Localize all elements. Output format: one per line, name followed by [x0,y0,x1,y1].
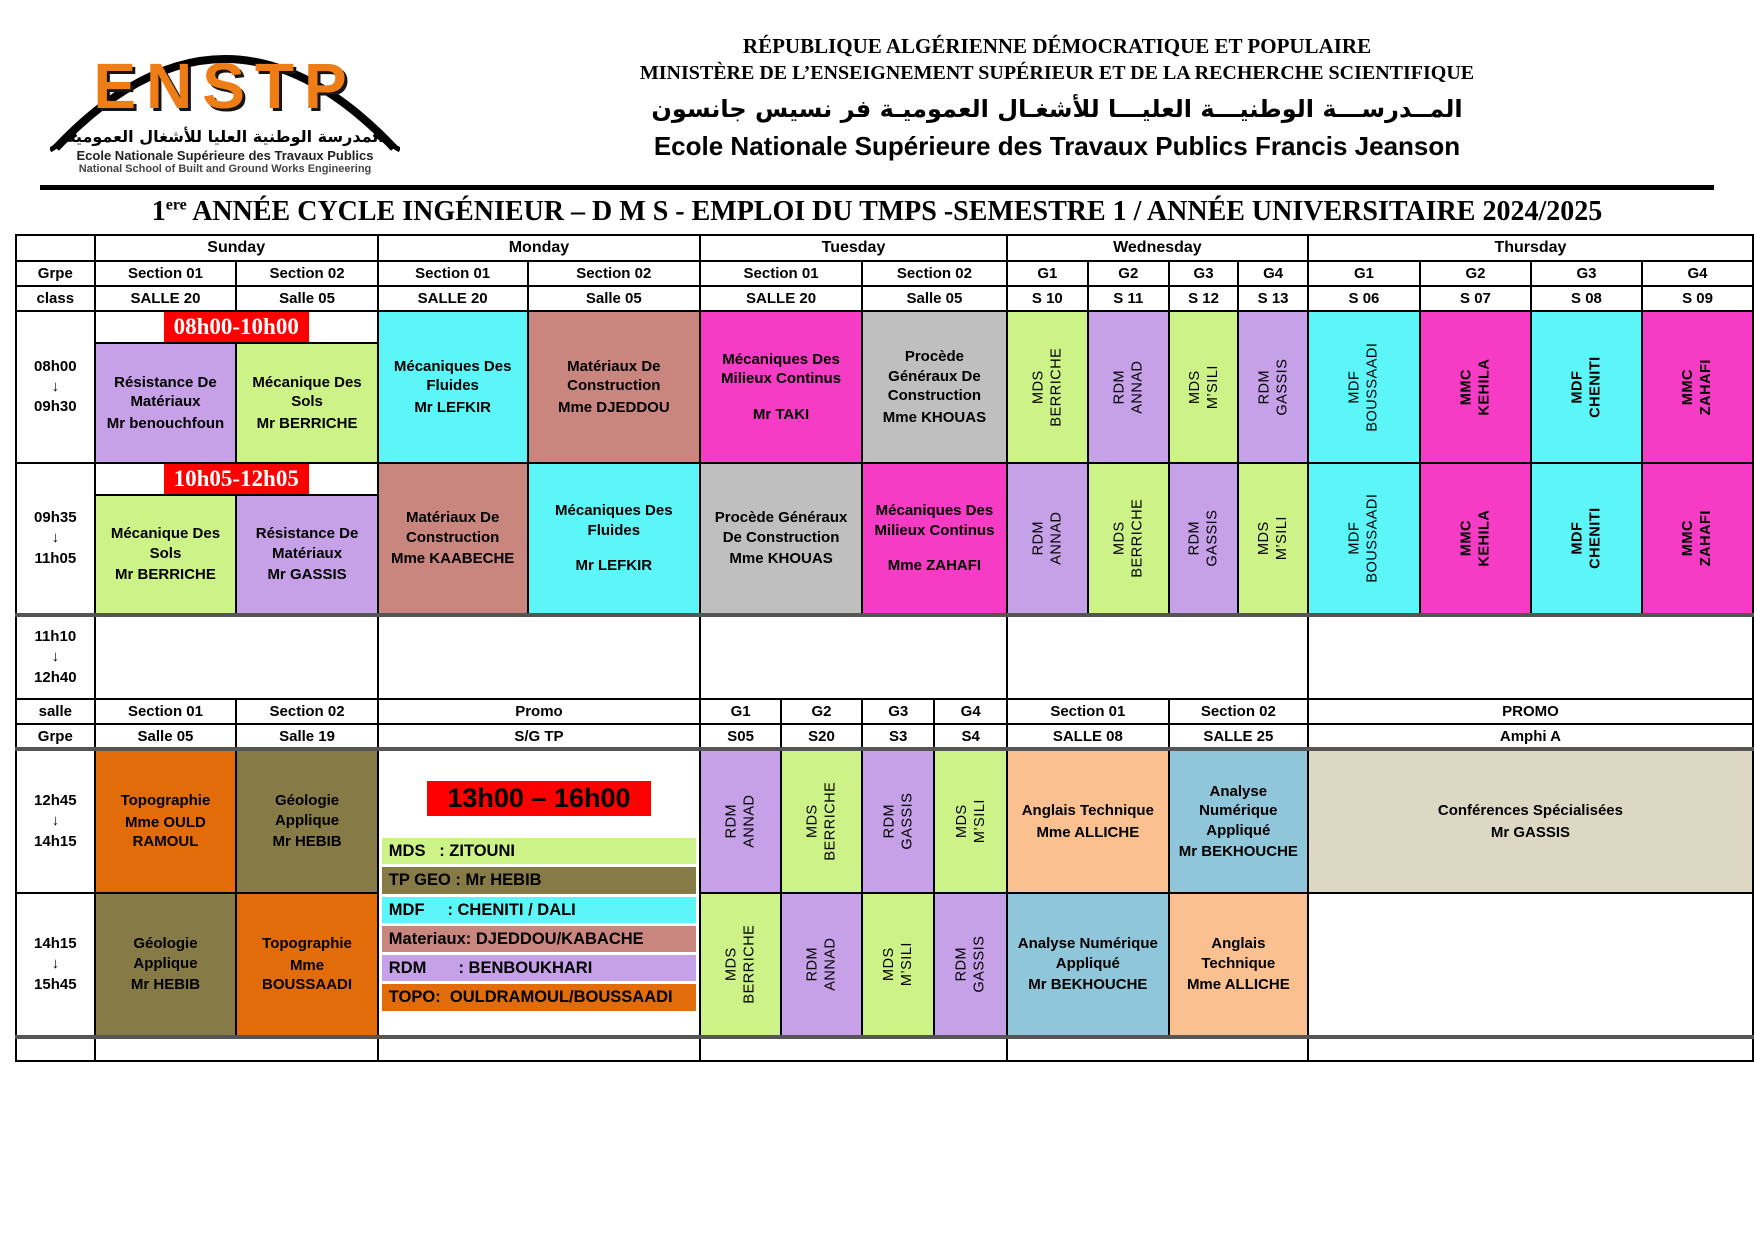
room-header: S05 [700,724,781,749]
group-header: Section 01 [1007,699,1169,724]
group-header: G4 [934,699,1006,724]
course-cell-thu-slot4: Conférences Spécialisées Mr GASSIS [1308,749,1753,893]
room-header: SALLE 20 [378,286,528,311]
empty-footer-cell [1007,1037,1308,1061]
room-header: SALLE 08 [1007,724,1169,749]
ministry-header [410,22,1734,175]
group-header: Section 02 [1169,699,1308,724]
course-cell-wed2-slot4: Analyse Numérique Appliqué Mr BEKHOUCHE [1169,749,1308,893]
republic-line: RÉPUBLIQUE ALGÉRIENNE DÉMOCRATIQUE ET POPULAIRE [742,34,1372,58]
course-cell-wed1-slot5: Analyse Numérique Appliqué Mr BEKHOUCHE [1007,893,1169,1037]
row-label-grpe: Grpe [16,261,95,286]
empty-footer-cell [1308,1037,1753,1061]
room-header: S 13 [1238,286,1308,311]
time-slot-1: 08h00 ↓ 09h30 [16,311,95,463]
course-cell-thu-g4-slot1: MMC ZAHAFI [1642,311,1753,463]
group-header: Promo [378,699,700,724]
course-cell-wed-g2-slot1: RDM ANNAD [1088,311,1169,463]
group-header: Section 02 [236,699,377,724]
time-banner: 10h05-12h05 [164,464,309,494]
empty-footer-cell [95,1037,378,1061]
down-arrow-icon: ↓ [51,648,60,666]
sunday-time-banner-cell [95,311,378,343]
course-cell-thu-g2-slot2: MMC KEHILA [1420,463,1531,615]
header-divider [40,185,1714,190]
group-header: PROMO [1308,699,1753,724]
course-cell-tue-g2-slot4: MDS BERRICHE [781,749,862,893]
room-header: Salle 05 [236,286,377,311]
course-cell-thu-g3-slot1: MDF CHENITI [1531,311,1642,463]
room-header: S 12 [1169,286,1239,311]
promo-tp-cell [378,749,700,1037]
course-cell-thu-g3-slot2: MDF CHENITI [1531,463,1642,615]
empty-cell-wednesday [1007,615,1308,699]
course-cell-tue-g3-slot4: RDM GASSIS [862,749,934,893]
time-banner: 08h00-10h00 [164,312,309,342]
course-cell-mon1-slot2: Matériaux De Construction Mme KAABECHE [378,463,528,615]
legend-band-materiaux: Materiaux: DJEDDOU/KABACHE [382,926,696,952]
time-slot-5: 14h15 ↓ 15h45 [16,893,95,1037]
course-cell-thu-g4-slot2: MMC ZAHAFI [1642,463,1753,615]
course-cell-sun1-slot5: Géologie Applique Mr HEBIB [95,893,237,1037]
title-number: 1 [151,196,166,227]
empty-cell-thu-slot5 [1308,893,1753,1037]
room-header: Amphi A [1308,724,1753,749]
course-cell-tue-g2-slot5: RDM ANNAD [781,893,862,1037]
tp-legend [381,838,697,1011]
time-slot-4: 12h45 ↓ 14h15 [16,749,95,893]
course-cell-tue-g4-slot4: MDS M’SILI [934,749,1006,893]
course-cell-tue-g1-slot5: MDS BERRICHE [700,893,781,1037]
course-cell-sun1-slot2: Mécanique Des Sols Mr BERRICHE [95,495,237,615]
group-header: G4 [1642,261,1753,286]
time-slot-3: 11h10 ↓ 12h40 [16,615,95,699]
school-name-french: Ecole Nationale Supérieure des Travaux Publics Francis Jeanson [653,131,1461,161]
row-label-class: class [16,286,95,311]
room-header: S 10 [1007,286,1088,311]
course-cell-sun2-slot4: Géologie Applique Mr HEBIB [236,749,377,893]
group-header: G4 [1238,261,1308,286]
day-header-monday: Monday [378,235,700,261]
group-header: Section 02 [862,261,1007,286]
course-cell-tue-g1-slot4: RDM ANNAD [700,749,781,893]
room-header: SALLE 20 [95,286,237,311]
group-header: Section 01 [378,261,528,286]
empty-footer-cell [16,1037,95,1061]
room-header: S 08 [1531,286,1642,311]
day-header-wednesday: Wednesday [1007,235,1308,261]
course-cell-thu-g2-slot1: MMC KEHILA [1420,311,1531,463]
legend-band-tpgeo: TP GEO : Mr HEBIB [382,867,696,893]
title-superscript: ere [165,196,187,214]
row-label-salle: salle [16,699,95,724]
room-header: S3 [862,724,934,749]
room-header: S4 [934,724,1006,749]
group-header: G1 [1308,261,1420,286]
empty-cell-monday [378,615,700,699]
day-header-tuesday: Tuesday [700,235,1007,261]
room-header: Salle 05 [862,286,1007,311]
down-arrow-icon: ↓ [51,955,60,973]
group-header: G2 [1088,261,1169,286]
room-header: S 09 [1642,286,1753,311]
course-cell-wed-g4-slot2: MDS M’SILI [1238,463,1308,615]
course-cell-wed-g1-slot1: MDS BERRICHE [1007,311,1088,463]
room-header: SALLE 25 [1169,724,1308,749]
logo-arabic-name: المدرسة الوطنية العليا للأشغال العمومية [66,127,384,146]
legend-band-mds: MDS : ZITOUNI [382,838,696,864]
course-cell-tue-g4-slot5: RDM GASSIS [934,893,1006,1037]
group-header: Section 02 [236,261,377,286]
course-cell-tue2-slot1: Procède Généraux De Construction Mme KHOUAS [862,311,1007,463]
room-header: Salle 05 [95,724,237,749]
logo-english-name: National School of Built and Ground Works Engineering [78,163,372,175]
course-cell-sun1-slot4: Topographie Mme OULD RAMOUL [95,749,237,893]
group-header: Section 01 [95,261,237,286]
time-slot-2: 09h35 ↓ 11h05 [16,463,95,615]
day-header-thursday: Thursday [1308,235,1753,261]
empty-cell-tuesday [700,615,1007,699]
course-cell-tue1-slot1: Mécaniques Des Milieux Continus Mr TAKI [700,311,862,463]
group-header: G1 [700,699,781,724]
sunday-time-banner-cell [95,463,378,495]
room-header: S/G TP [378,724,700,749]
course-cell-mon1-slot1: Mécaniques Des Fluides Mr LEFKIR [378,311,528,463]
page-title [0,196,1754,228]
room-header: S20 [781,724,862,749]
course-cell-wed2-slot5: Anglais Technique Mme ALLICHE [1169,893,1308,1037]
group-header: Section 01 [700,261,862,286]
course-cell-wed-g3-slot1: MDS M’SILI [1169,311,1239,463]
empty-footer-cell [378,1037,700,1061]
room-header: S 06 [1308,286,1420,311]
school-name-arabic: المــدرســـة الوطنيـــة العليـــا للأشغـال العموميـة فر نسيس جانسون [651,95,1463,123]
course-cell-tue-g3-slot5: MDS M’SILI [862,893,934,1037]
page-header [0,0,1754,175]
course-cell-mon2-slot2: Mécaniques Des Fluides Mr LEFKIR [528,463,701,615]
group-header: G3 [862,699,934,724]
empty-cell-sunday [95,615,378,699]
legend-band-rdm: RDM : BENBOUKHARI [382,955,696,981]
course-cell-wed-g2-slot2: MDS BERRICHE [1088,463,1169,615]
group-header: G2 [1420,261,1531,286]
group-header: G1 [1007,261,1088,286]
down-arrow-icon: ↓ [51,529,60,547]
course-cell-wed1-slot4: Anglais Technique Mme ALLICHE [1007,749,1169,893]
group-header: Section 01 [95,699,237,724]
day-header-sunday: Sunday [95,235,378,261]
timetable [15,234,1754,1062]
room-header: Salle 19 [236,724,377,749]
room-header: SALLE 20 [700,286,862,311]
course-cell-thu-g1-slot1: MDF BOUSSAADI [1308,311,1420,463]
room-header: S 11 [1088,286,1169,311]
course-cell-wed-g4-slot1: RDM GASSIS [1238,311,1308,463]
title-text: ANNÉE CYCLE INGÉNIEUR – D M S - EMPLOI DU TMPS -SEMESTRE 1 / ANNÉE UNIVERSITAIRE 2024/2025 [186,196,1603,227]
promo-time-banner: 13h00 – 16h00 [427,781,650,816]
course-cell-tue1-slot2: Procède Généraux De Construction Mme KHOUAS [700,463,862,615]
group-header: G2 [781,699,862,724]
ministry-line: MINISTÈRE DE L’ENSEIGNEMENT SUPÉRIEUR ET DE LA RECHERCHE SCIENTIFIQUE [639,62,1475,84]
down-arrow-icon: ↓ [51,812,60,830]
group-header: G3 [1531,261,1642,286]
room-header: Salle 05 [528,286,701,311]
course-cell-wed-g3-slot2: RDM GASSIS [1169,463,1239,615]
course-cell-thu-g1-slot2: MDF BOUSSAADI [1308,463,1420,615]
legend-band-topo: TOPO: OULDRAMOUL/BOUSSAADI [382,984,696,1010]
down-arrow-icon: ↓ [51,377,60,395]
logo-acronym: ENSTP [93,50,357,122]
row-label-grpe2: Grpe [16,724,95,749]
room-header: S 07 [1420,286,1531,311]
course-cell-tue2-slot2: Mécaniques Des Milieux Continus Mme ZAHAFI [862,463,1007,615]
course-cell-mon2-slot1: Matériaux De Construction Mme DJEDDOU [528,311,701,463]
group-header: G3 [1169,261,1239,286]
group-header: Section 02 [528,261,701,286]
corner-cell [16,235,95,261]
empty-cell-thursday [1308,615,1753,699]
course-cell-sun2-slot1: Mécanique Des Sols Mr BERRICHE [236,343,377,463]
course-cell-sun2-slot5: Topographie Mme BOUSSAADI [236,893,377,1037]
enstp-logo [40,22,410,175]
course-cell-sun1-slot1: Résistance De Matériaux Mr benouchfoun [95,343,237,463]
course-cell-sun2-slot2: Résistance De Matériaux Mr GASSIS [236,495,377,615]
course-cell-wed-g1-slot2: RDM ANNAD [1007,463,1088,615]
logo-french-name: Ecole Nationale Supérieure des Travaux Publics [76,148,374,163]
empty-footer-cell [700,1037,1007,1061]
legend-band-mdf: MDF : CHENITI / DALI [382,897,696,923]
